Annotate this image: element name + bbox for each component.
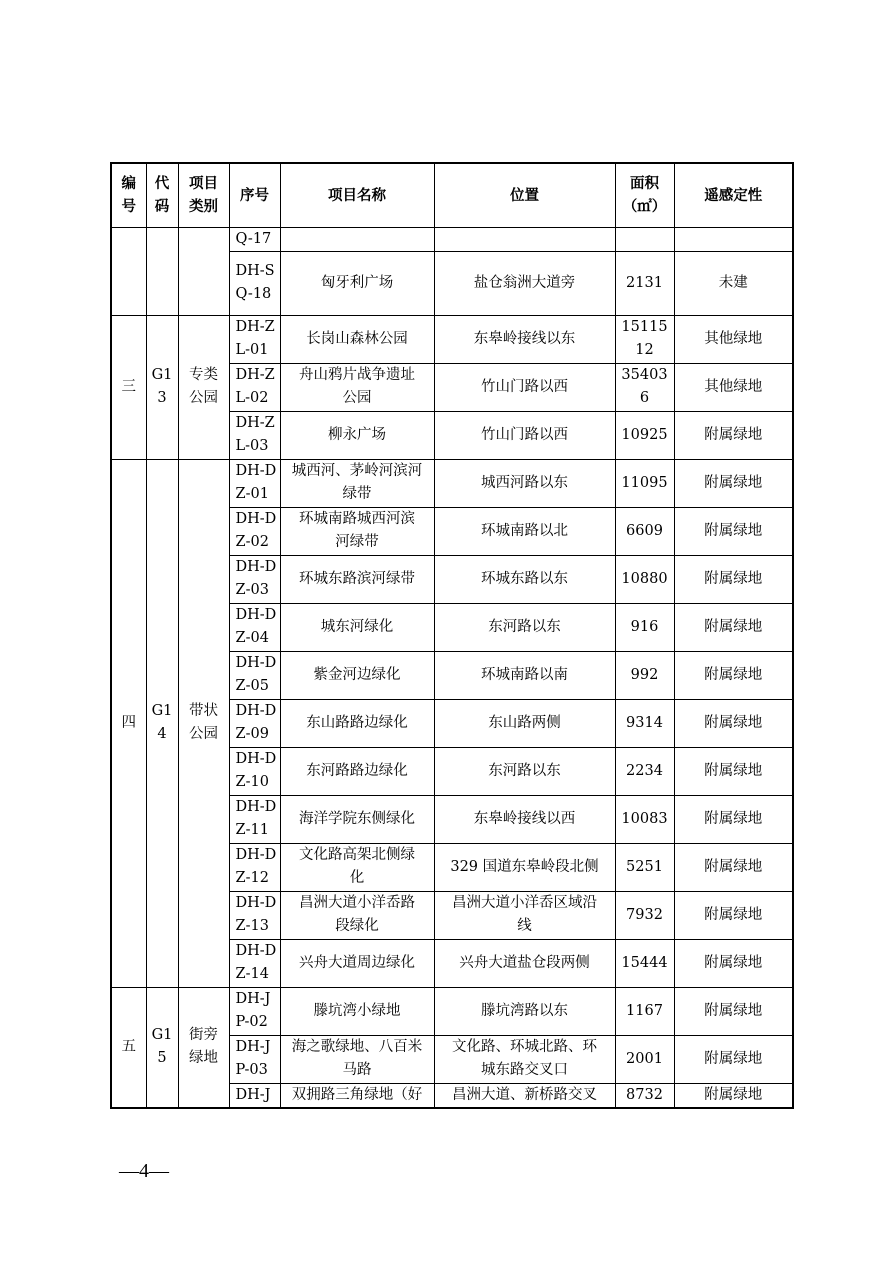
- area-cell: 916: [615, 603, 674, 651]
- location-cell: 东皋岭接线以东: [434, 315, 615, 363]
- seq-cell: DH-D Z-12: [229, 843, 280, 891]
- name-cell: 环城南路城西河滨 河绿带: [280, 507, 434, 555]
- nature-cell: 附属绿地: [674, 795, 793, 843]
- group-no-cell: [111, 227, 146, 315]
- name-cell: 城西河、茅岭河滨河 绿带: [280, 459, 434, 507]
- area-cell: 5251: [615, 843, 674, 891]
- nature-cell: 其他绿地: [674, 315, 793, 363]
- seq-cell: Q-17: [229, 227, 280, 251]
- nature-cell: 附属绿地: [674, 411, 793, 459]
- name-cell: 长岗山森林公园: [280, 315, 434, 363]
- nature-cell: 附属绿地: [674, 747, 793, 795]
- header-seq: 序号: [229, 163, 280, 227]
- nature-cell: 附属绿地: [674, 1083, 793, 1108]
- group-no-cell: 三: [111, 315, 146, 459]
- group-category-cell: 街旁 绿地: [178, 987, 229, 1108]
- group-category-cell: 带状 公园: [178, 459, 229, 987]
- name-cell: 城东河绿化: [280, 603, 434, 651]
- name-cell: 紫金河边绿化: [280, 651, 434, 699]
- group-category-cell: 专类 公园: [178, 315, 229, 459]
- nature-cell: [674, 227, 793, 251]
- nature-cell: 附属绿地: [674, 987, 793, 1035]
- seq-cell: DH-D Z-05: [229, 651, 280, 699]
- table-row: [111, 987, 793, 1035]
- area-cell: 2131: [615, 251, 674, 315]
- nature-cell: 附属绿地: [674, 459, 793, 507]
- nature-cell: 附属绿地: [674, 843, 793, 891]
- header-no: 编 号: [111, 163, 146, 227]
- area-cell: 15115 12: [615, 315, 674, 363]
- location-cell: 竹山门路以西: [434, 363, 615, 411]
- group-no-cell: 五: [111, 987, 146, 1108]
- location-cell: 文化路、环城北路、环 城东路交叉口: [434, 1035, 615, 1083]
- nature-cell: 附属绿地: [674, 507, 793, 555]
- name-cell: 海之歌绿地、八百米 马路: [280, 1035, 434, 1083]
- header-location: 位置: [434, 163, 615, 227]
- name-cell: 东山路路边绿化: [280, 699, 434, 747]
- location-cell: 昌洲大道小洋岙区域沿 线: [434, 891, 615, 939]
- location-cell: 昌洲大道、新桥路交叉: [434, 1083, 615, 1108]
- park-green-space-table: [110, 162, 794, 1109]
- seq-cell: DH-J: [229, 1083, 280, 1108]
- location-cell: [434, 227, 615, 251]
- table-row: [111, 227, 793, 251]
- nature-cell: 其他绿地: [674, 363, 793, 411]
- group-code-cell: G1 5: [146, 987, 178, 1108]
- seq-cell: DH-J P-03: [229, 1035, 280, 1083]
- area-cell: 35403 6: [615, 363, 674, 411]
- name-cell: 匈牙利广场: [280, 251, 434, 315]
- area-cell: 2234: [615, 747, 674, 795]
- header-category: 项目 类别: [178, 163, 229, 227]
- seq-cell: DH-D Z-04: [229, 603, 280, 651]
- location-cell: 东河路以东: [434, 747, 615, 795]
- location-cell: 东山路两侧: [434, 699, 615, 747]
- location-cell: 竹山门路以西: [434, 411, 615, 459]
- area-cell: [615, 227, 674, 251]
- area-cell: 2001: [615, 1035, 674, 1083]
- location-cell: 城西河路以东: [434, 459, 615, 507]
- group-category-cell: [178, 227, 229, 315]
- name-cell: 柳永广场: [280, 411, 434, 459]
- name-cell: 兴舟大道周边绿化: [280, 939, 434, 987]
- seq-cell: DH-J P-02: [229, 987, 280, 1035]
- seq-cell: DH-Z L-01: [229, 315, 280, 363]
- group-no-cell: 四: [111, 459, 146, 987]
- location-cell: 环城南路以南: [434, 651, 615, 699]
- seq-cell: DH-Z L-03: [229, 411, 280, 459]
- area-cell: 10083: [615, 795, 674, 843]
- name-cell: 海洋学院东侧绿化: [280, 795, 434, 843]
- area-cell: 992: [615, 651, 674, 699]
- nature-cell: 附属绿地: [674, 1035, 793, 1083]
- area-cell: 15444: [615, 939, 674, 987]
- nature-cell: 附属绿地: [674, 555, 793, 603]
- area-cell: 10925: [615, 411, 674, 459]
- header-name: 项目名称: [280, 163, 434, 227]
- header-code: 代 码: [146, 163, 178, 227]
- seq-cell: DH-D Z-10: [229, 747, 280, 795]
- area-cell: 7932: [615, 891, 674, 939]
- area-cell: 10880: [615, 555, 674, 603]
- nature-cell: 附属绿地: [674, 891, 793, 939]
- area-cell: 8732: [615, 1083, 674, 1108]
- header-nature: 遥感定性: [674, 163, 793, 227]
- table-header-row: [111, 163, 793, 227]
- nature-cell: 附属绿地: [674, 603, 793, 651]
- seq-cell: DH-S Q-18: [229, 251, 280, 315]
- area-cell: 1167: [615, 987, 674, 1035]
- seq-cell: DH-D Z-02: [229, 507, 280, 555]
- area-cell: 11095: [615, 459, 674, 507]
- area-cell: 6609: [615, 507, 674, 555]
- nature-cell: 附属绿地: [674, 651, 793, 699]
- name-cell: 环城东路滨河绿带: [280, 555, 434, 603]
- seq-cell: DH-D Z-13: [229, 891, 280, 939]
- name-cell: 双拥路三角绿地（好: [280, 1083, 434, 1108]
- location-cell: 环城东路以东: [434, 555, 615, 603]
- location-cell: 兴舟大道盐仓段两侧: [434, 939, 615, 987]
- name-cell: 东河路路边绿化: [280, 747, 434, 795]
- location-cell: 329 国道东皋岭段北侧: [434, 843, 615, 891]
- location-cell: 东河路以东: [434, 603, 615, 651]
- table-row: [111, 459, 793, 507]
- name-cell: 文化路高架北侧绿 化: [280, 843, 434, 891]
- group-code-cell: [146, 227, 178, 315]
- name-cell: 滕坑湾小绿地: [280, 987, 434, 1035]
- name-cell: 舟山鸦片战争遗址 公园: [280, 363, 434, 411]
- area-cell: 9314: [615, 699, 674, 747]
- name-cell: [280, 227, 434, 251]
- location-cell: 东皋岭接线以西: [434, 795, 615, 843]
- location-cell: 滕坑湾路以东: [434, 987, 615, 1035]
- page-number: —4—: [119, 1160, 169, 1182]
- nature-cell: 附属绿地: [674, 939, 793, 987]
- header-area: 面积 （㎡）: [615, 163, 674, 227]
- nature-cell: 附属绿地: [674, 699, 793, 747]
- nature-cell: 未建: [674, 251, 793, 315]
- location-cell: 环城南路以北: [434, 507, 615, 555]
- seq-cell: DH-D Z-09: [229, 699, 280, 747]
- seq-cell: DH-D Z-03: [229, 555, 280, 603]
- seq-cell: DH-D Z-11: [229, 795, 280, 843]
- table-row: [111, 315, 793, 363]
- group-code-cell: G1 4: [146, 459, 178, 987]
- location-cell: 盐仓翁洲大道旁: [434, 251, 615, 315]
- group-code-cell: G1 3: [146, 315, 178, 459]
- seq-cell: DH-D Z-14: [229, 939, 280, 987]
- seq-cell: DH-D Z-01: [229, 459, 280, 507]
- name-cell: 昌洲大道小洋岙路 段绿化: [280, 891, 434, 939]
- seq-cell: DH-Z L-02: [229, 363, 280, 411]
